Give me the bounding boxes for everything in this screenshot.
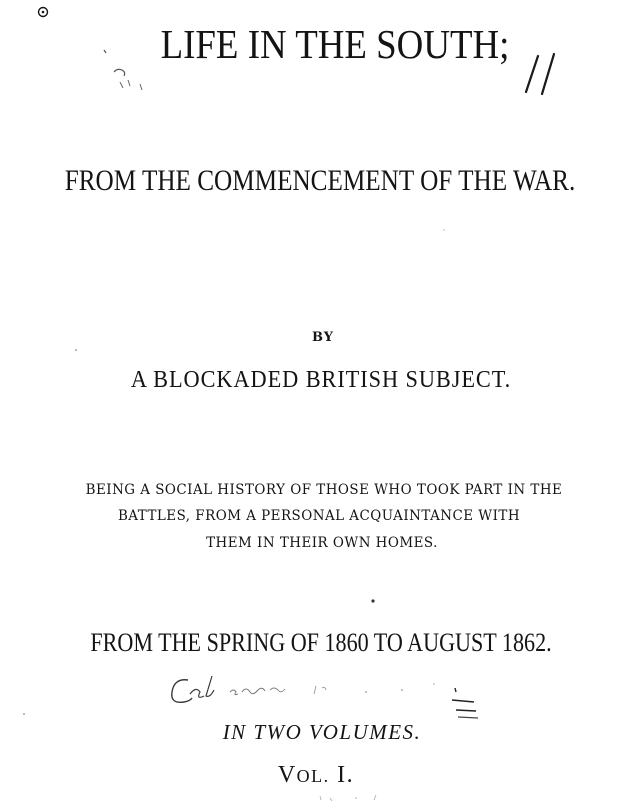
volume-number bbox=[0, 762, 637, 789]
paper-speck bbox=[74, 348, 78, 352]
book-subtitle: FROM THE COMMENCEMENT OF THE WAR. bbox=[64, 164, 576, 197]
volumes-line: IN TWO VOLUMES. bbox=[222, 720, 422, 744]
bottom-faint-marks bbox=[316, 792, 386, 804]
paper-speck bbox=[442, 228, 446, 232]
volume-number-value: I. bbox=[329, 762, 355, 788]
circle-dot-icon bbox=[37, 6, 49, 18]
description-line-3: THEM IN THEIR OWN HOMES. bbox=[206, 535, 438, 551]
handwritten-signature bbox=[166, 668, 496, 720]
pencil-dash-marks bbox=[448, 684, 488, 724]
description-line-1: BEING A SOCIAL HISTORY OF THOSE WHO TOOK PART IN THE bbox=[85, 482, 563, 498]
book-title: LIFE IN THE SOUTH; bbox=[160, 21, 510, 67]
date-range-line: FROM THE SPRING OF 1860 TO AUGUST 1862. bbox=[90, 628, 552, 657]
by-line: BY bbox=[311, 330, 335, 345]
author-line: A BLOCKADED BRITISH SUBJECT. bbox=[130, 367, 512, 393]
pencil-scribble-mark bbox=[100, 40, 160, 100]
paper-speck bbox=[22, 712, 26, 716]
printer-dot bbox=[370, 598, 376, 604]
description-line-2: BATTLES, FROM A PERSONAL ACQUAINTANCE WITH bbox=[117, 508, 521, 524]
volume-label-initial: V bbox=[277, 762, 297, 788]
handwritten-margin-mark bbox=[520, 52, 564, 98]
volume-label-smallcaps: OL. bbox=[296, 766, 330, 786]
